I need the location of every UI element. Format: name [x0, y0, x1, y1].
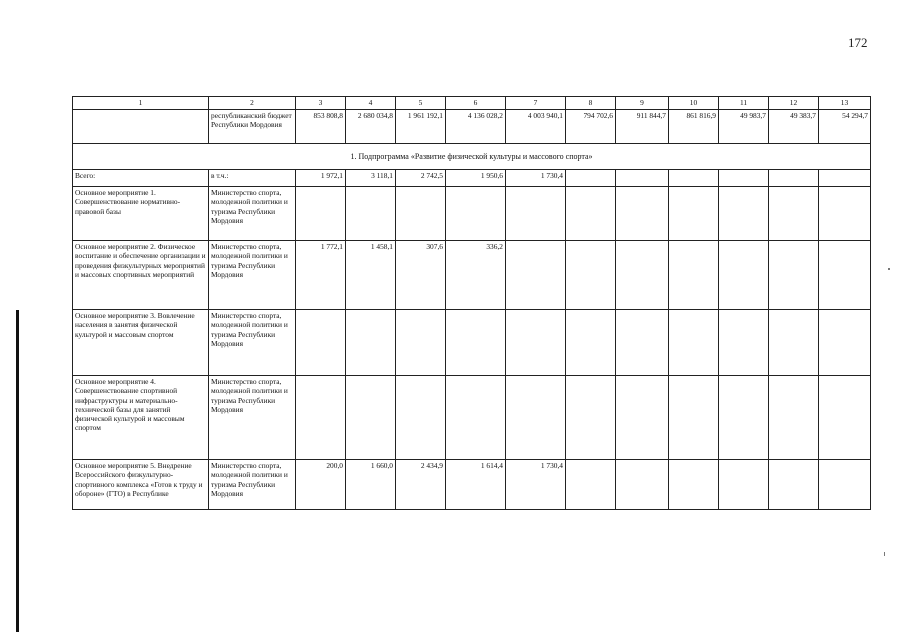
activity-value: [396, 187, 446, 241]
activity-value: [346, 376, 396, 460]
budget-value: 861 816,9: [669, 110, 719, 144]
table-header-row: [73, 97, 871, 110]
total-value: 1 730,4: [506, 170, 566, 187]
column-header: 5: [396, 97, 446, 110]
activity-value: [566, 376, 616, 460]
total-value: 3 118,1: [346, 170, 396, 187]
column-header: 12: [769, 97, 819, 110]
column-header: 9: [616, 97, 669, 110]
activity-row: [73, 460, 871, 510]
activity-value: [769, 187, 819, 241]
activity-value: [296, 187, 346, 241]
section-title-row: [73, 144, 871, 170]
activity-value: 200,0: [296, 460, 346, 510]
activity-value: [296, 376, 346, 460]
activity-value: [719, 460, 769, 510]
total-value: [769, 170, 819, 187]
activity-row: [73, 310, 871, 376]
activity-value: 1 614,4: [446, 460, 506, 510]
column-header: 6: [446, 97, 506, 110]
column-header: 11: [719, 97, 769, 110]
activity-value: [446, 376, 506, 460]
activity-value: [819, 310, 871, 376]
activity-name: Основное мероприятие 4. Совершенствование спортивной инфраструктуры и материально-технической базы для занятий физической культурой и массовым спортом: [73, 376, 209, 460]
budget-value: 49 383,7: [769, 110, 819, 144]
activity-value: [446, 310, 506, 376]
activity-value: [506, 376, 566, 460]
activity-value: [719, 241, 769, 310]
budget-value: 911 844,7: [616, 110, 669, 144]
budget-value: 1 961 192,1: [396, 110, 446, 144]
column-header: 13: [819, 97, 871, 110]
budget-row: [73, 110, 871, 144]
budget-value: 794 702,6: [566, 110, 616, 144]
activity-value: [719, 376, 769, 460]
budget-row-name: [73, 110, 209, 144]
page-number: 172: [848, 35, 868, 50]
activity-name: Основное мероприятие 1. Совершенствование нормативно-правовой базы: [73, 187, 209, 241]
activity-value: [819, 460, 871, 510]
budget-value: 4 003 940,1: [506, 110, 566, 144]
total-value: [719, 170, 769, 187]
activity-value: [719, 187, 769, 241]
budget-value: 2 680 034,8: [346, 110, 396, 144]
total-label: Всего:: [73, 170, 209, 187]
activity-value: [346, 310, 396, 376]
activity-name: Основное мероприятие 3. Вовлечение населения в занятия физической культурой и массовым спортом: [73, 310, 209, 376]
activity-value: 1 458,1: [346, 241, 396, 310]
total-value: [616, 170, 669, 187]
activity-row: [73, 241, 871, 310]
scan-speck: [888, 268, 890, 270]
activity-value: [669, 460, 719, 510]
activity-value: 2 434,9: [396, 460, 446, 510]
activity-value: [566, 310, 616, 376]
activity-executor: Министерство спорта, молодежной политики и туризма Республики Мордовия: [209, 241, 296, 310]
activity-value: [769, 310, 819, 376]
activity-row: [73, 187, 871, 241]
total-row: [73, 170, 871, 187]
budget-row-source: республиканский бюджет Республики Мордовия: [209, 110, 296, 144]
column-header: 3: [296, 97, 346, 110]
activity-name: Основное мероприятие 2. Физическое воспитание и обеспечение организации и проведения физкультурных мероприятий и массовых спортивных мероприятий: [73, 241, 209, 310]
activity-value: 336,2: [446, 241, 506, 310]
activity-value: [819, 241, 871, 310]
activity-value: [346, 187, 396, 241]
activity-value: [506, 241, 566, 310]
activity-value: [719, 310, 769, 376]
total-value: 2 742,5: [396, 170, 446, 187]
column-header: 10: [669, 97, 719, 110]
activity-value: [669, 376, 719, 460]
column-header: 8: [566, 97, 616, 110]
total-sublabel: в т.ч.:: [209, 170, 296, 187]
total-value: 1 972,1: [296, 170, 346, 187]
activity-value: [396, 310, 446, 376]
activity-value: [819, 376, 871, 460]
total-value: 1 950,6: [446, 170, 506, 187]
activity-value: [669, 241, 719, 310]
budget-value: 54 294,7: [819, 110, 871, 144]
activity-value: [566, 187, 616, 241]
budget-value: 853 808,8: [296, 110, 346, 144]
activity-value: [616, 310, 669, 376]
budget-value: 4 136 028,2: [446, 110, 506, 144]
activity-value: [616, 460, 669, 510]
activity-value: [819, 187, 871, 241]
column-header: 1: [73, 97, 209, 110]
activity-value: [446, 187, 506, 241]
activity-value: [616, 187, 669, 241]
column-header: 2: [209, 97, 296, 110]
activity-value: [669, 310, 719, 376]
activity-value: [506, 310, 566, 376]
activity-value: [769, 241, 819, 310]
activity-row: [73, 376, 871, 460]
activity-value: 1 660,0: [346, 460, 396, 510]
activity-value: 307,6: [396, 241, 446, 310]
activity-executor: Министерство спорта, молодежной политики и туризма Республики Мордовия: [209, 460, 296, 510]
activity-value: [506, 187, 566, 241]
activity-value: [296, 310, 346, 376]
funding-table: [72, 96, 871, 510]
activity-value: [396, 376, 446, 460]
activity-value: 1 730,4: [506, 460, 566, 510]
activity-value: [616, 376, 669, 460]
activity-executor: Министерство спорта, молодежной политики и туризма Республики Мордовия: [209, 376, 296, 460]
activity-name: Основное мероприятие 5. Внедрение Всероссийского физкультурно-спортивного комплекса «Готов к труду и обороне» (ГТО) в Республике: [73, 460, 209, 510]
total-value: [669, 170, 719, 187]
total-value: [819, 170, 871, 187]
activity-executor: Министерство спорта, молодежной политики и туризма Республики Мордовия: [209, 187, 296, 241]
column-header: 7: [506, 97, 566, 110]
activity-value: [616, 241, 669, 310]
activity-value: [769, 376, 819, 460]
scan-edge-bar: [16, 310, 19, 632]
activity-value: [566, 241, 616, 310]
activity-value: 1 772,1: [296, 241, 346, 310]
scan-speck: [884, 552, 885, 556]
total-value: [566, 170, 616, 187]
column-header: 4: [346, 97, 396, 110]
activity-value: [669, 187, 719, 241]
activity-value: [769, 460, 819, 510]
activity-executor: Министерство спорта, молодежной политики и туризма Республики Мордовия: [209, 310, 296, 376]
activity-value: [566, 460, 616, 510]
section-title: 1. Подпрограмма «Развитие физической культуры и массового спорта»: [73, 144, 871, 170]
budget-value: 49 983,7: [719, 110, 769, 144]
